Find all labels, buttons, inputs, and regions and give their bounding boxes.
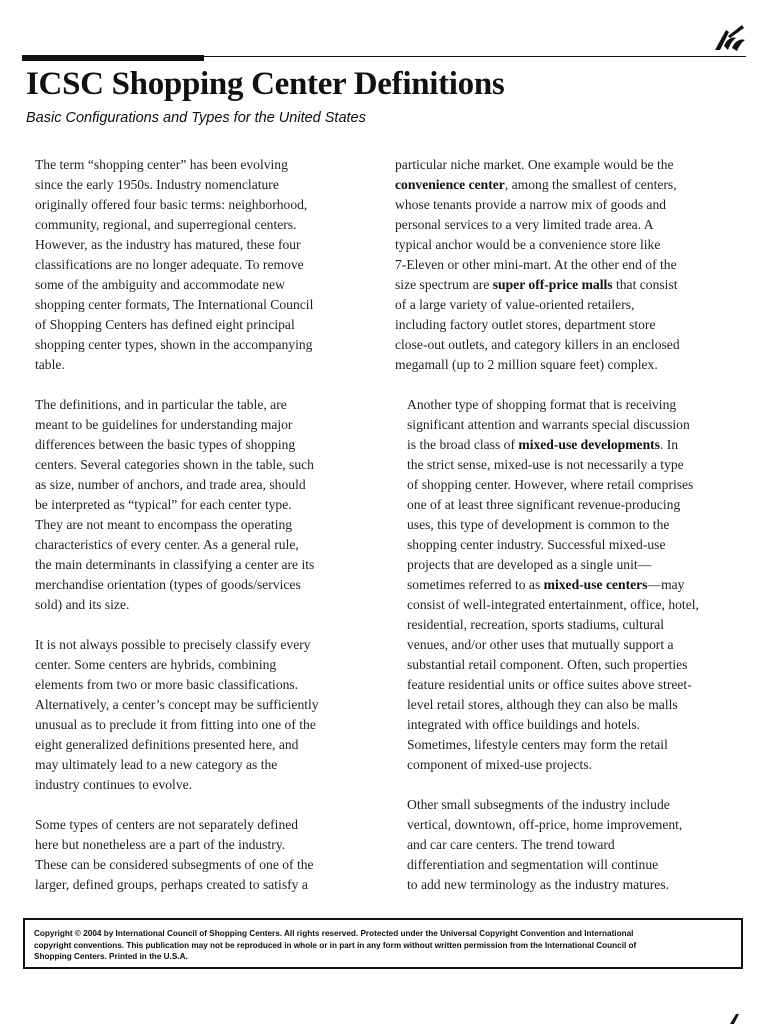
- header-accent-bar: [22, 55, 204, 61]
- text-line: the strict sense, mixed-use is not necessarily a type: [407, 457, 684, 472]
- text-line: meant to be guidelines for understanding major: [35, 417, 293, 432]
- text-fragment: is the broad class of: [407, 437, 519, 452]
- text-line: megamall (up to 2 million square feet) complex.: [395, 357, 658, 372]
- text-line: They are not meant to encompass the operating: [35, 517, 293, 532]
- text-line: residential, recreation, sports stadiums, cultural: [407, 617, 665, 632]
- text-line: originally offered four basic terms: neighborhood,: [35, 197, 308, 212]
- text-line: since the early 1950s. Industry nomenclature: [35, 177, 279, 192]
- text-line: The definitions, and in particular the table, are: [35, 397, 287, 412]
- text-line: shopping center types, shown in the accompanying: [35, 337, 313, 352]
- term-convenience-center: convenience center: [395, 177, 505, 192]
- text-line: The term “shopping center” has been evolving: [35, 157, 288, 172]
- text-line: differentiation and segmentation will continue: [407, 857, 659, 872]
- text-line: consist of well-integrated entertainment, office, hotel,: [407, 597, 699, 612]
- text-line: shopping center formats, The International Council: [35, 297, 314, 312]
- text-line: Other small subsegments of the industry include: [407, 797, 670, 812]
- text-line: one of at least three significant revenue-producing: [407, 497, 681, 512]
- text-line: However, as the industry has matured, these four: [35, 237, 301, 252]
- text-line: differences between the basic types of shopping: [35, 437, 296, 452]
- term-super-off-price-malls: super off-price malls: [492, 277, 613, 292]
- text-line: level retail stores, although they can also be malls: [407, 697, 678, 712]
- text-line: centers. Several categories shown in the table, such: [35, 457, 314, 472]
- copyright-line: Copyright © 2004 by International Council of Shopping Centers. All rights reserved. Protected under the Universal Copyright Convention and International: [34, 929, 634, 938]
- text-line: typical anchor would be a convenience store like: [395, 237, 661, 252]
- text-line: here but nonetheless are a part of the industry.: [35, 837, 286, 852]
- text-line: Some types of centers are not separately defined: [35, 817, 299, 832]
- text-line: uses, this type of development is common to the: [407, 517, 670, 532]
- text-line: component of mixed-use projects.: [407, 757, 592, 772]
- paragraph-subsegments: [23, 815, 358, 895]
- text-line: close-out outlets, and category killers in an enclosed: [395, 337, 680, 352]
- page-corner-mark-icon: [728, 1014, 740, 1024]
- text-line: These can be considered subsegments of one of the: [35, 857, 314, 872]
- text-line: to add new terminology as the industry matures.: [407, 877, 670, 892]
- text-fragment: —may: [647, 577, 685, 592]
- text-line: substantial retail component. Often, such properties: [407, 657, 688, 672]
- copyright-line: copyright conventions. This publication may not be reproduced in whole or in part in any form without written permission from the International Council of: [34, 940, 637, 950]
- icsc-logo-icon: [712, 22, 748, 54]
- text-line: projects that are developed as a single unit—: [407, 557, 652, 572]
- text-line: significant attention and warrants special discussion: [407, 417, 690, 432]
- text-line: industry continues to evolve.: [35, 777, 193, 792]
- text-line: center. Some centers are hybrids, combining: [35, 657, 277, 672]
- text-fragment: sometimes referred to as: [407, 577, 544, 592]
- text-line: particular niche market. One example would be the: [395, 157, 674, 172]
- text-line: 7-Eleven or other mini-mart. At the other end of the: [395, 257, 677, 272]
- text-line: characteristics of every center. As a general rule,: [35, 537, 299, 552]
- text-line: and car care centers. The trend toward: [407, 837, 615, 852]
- paragraph-other-subsegments: [395, 795, 735, 895]
- text-fragment: . In: [659, 437, 679, 452]
- text-line: integrated with office buildings and hotels.: [407, 717, 641, 732]
- text-fragment: that consist: [612, 277, 678, 292]
- text-line: venues, and/or other uses that mutually support a: [407, 637, 674, 652]
- text-line: Sometimes, lifestyle centers may form the retail: [407, 737, 668, 752]
- text-line: larger, defined groups, perhaps created to satisfy a: [35, 877, 308, 892]
- text-line: some of the ambiguity and accommodate new: [35, 277, 285, 292]
- text-line: vertical, downtown, off-price, home improvement,: [407, 817, 683, 832]
- text-line: [395, 435, 735, 455]
- text-line: [395, 575, 735, 595]
- term-mixed-use-centers: mixed-use centers: [543, 577, 648, 592]
- left-column: [23, 155, 358, 915]
- text-fragment: size spectrum are: [395, 277, 493, 292]
- paragraph-definitions: [23, 395, 358, 615]
- text-line: table.: [35, 357, 65, 372]
- text-line: as size, number of anchors, and trade area, should: [35, 477, 306, 492]
- text-line: Alternatively, a center’s concept may be sufficiently: [35, 697, 319, 712]
- text-line: sold) and its size.: [35, 597, 130, 612]
- text-line: It is not always possible to precisely classify every: [35, 637, 311, 652]
- text-line: whose tenants provide a narrow mix of goods and: [395, 197, 667, 212]
- page-title: ICSC Shopping Center Definitions: [26, 66, 505, 102]
- text-line: classifications are no longer adequate. To remove: [35, 257, 304, 272]
- text-line: merchandise orientation (types of goods/services: [35, 577, 301, 592]
- text-line: elements from two or more basic classifications.: [35, 677, 299, 692]
- paragraph-niche-market: [395, 155, 735, 375]
- text-line: community, regional, and superregional centers.: [35, 217, 297, 232]
- text-line: of shopping center. However, where retail comprises: [407, 477, 694, 492]
- text-line: [395, 275, 735, 295]
- paragraph-hybrids: [23, 635, 358, 795]
- text-line: the main determinants in classifying a center are its: [35, 557, 315, 572]
- text-line: of a large variety of value-oriented retailers,: [395, 297, 635, 312]
- text-line: eight generalized definitions presented here, and: [35, 737, 299, 752]
- copyright-line: Shopping Centers. Printed in the U.S.A.: [34, 952, 188, 961]
- text-line: feature residential units or office suites above street-: [407, 677, 692, 692]
- right-column: [395, 155, 735, 915]
- page-subtitle: Basic Configurations and Types for the United States: [26, 110, 366, 126]
- paragraph-intro: [23, 155, 358, 375]
- term-mixed-use-developments: mixed-use developments: [518, 437, 660, 452]
- text-line: unusual as to preclude it from fitting into one of the: [35, 717, 316, 732]
- paragraph-mixed-use: [395, 395, 735, 775]
- text-line: [395, 175, 735, 195]
- copyright-notice: [23, 918, 743, 969]
- text-line: personal services to a very limited trade area. A: [395, 217, 654, 232]
- text-line: shopping center industry. Successful mixed-use: [407, 537, 666, 552]
- text-line: Another type of shopping format that is receiving: [407, 397, 677, 412]
- text-line: may ultimately lead to a new category as the: [35, 757, 278, 772]
- text-line: be interpreted as “typical” for each center type.: [35, 497, 292, 512]
- text-line: including factory outlet stores, department store: [395, 317, 656, 332]
- text-line: of Shopping Centers has defined eight principal: [35, 317, 295, 332]
- text-fragment: , among the smallest of centers,: [504, 177, 677, 192]
